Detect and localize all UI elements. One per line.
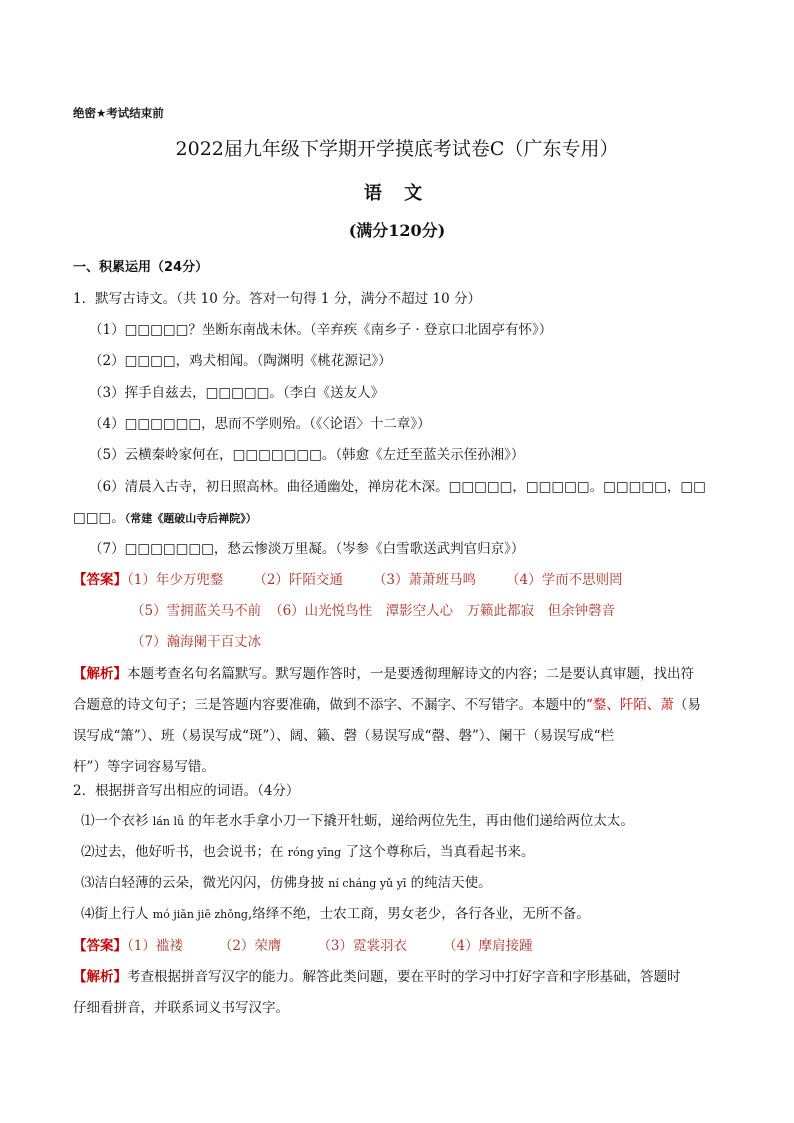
question-1-answer-row-2 [131, 602, 615, 620]
analysis-tag: 【解析】 [73, 666, 127, 682]
confidential-label: 绝密★考试结束前 [73, 106, 164, 120]
answer-item: （3）霓裳羽衣 [317, 938, 408, 954]
answer-item: （3）萧萧班马鸣 [372, 572, 477, 588]
analysis-text: 本题考查名句名篇默写。默写题作答时，一是要透彻理解诗文的内容；二是要认真审题，找出符 [127, 666, 694, 682]
answer-item: （4）学而不思则罔 [506, 572, 623, 588]
question-1-analysis-line-1 [73, 665, 694, 683]
question-2-stem: 2．根据拼音写出相应的词语。（4分） [73, 783, 300, 799]
answer-item: （5）雪拥蓝关马不前 [131, 603, 262, 619]
full-score: (满分120分) [348, 221, 446, 240]
question-1-item-6-source: （常建《题破山寺后禅院》） [124, 512, 257, 525]
answer-tag: 【答案】 [73, 938, 127, 954]
item-text: ⑴一个衣衫 [81, 813, 153, 829]
item-text: 的年老水手拿小刀一下撬开牡蛎，递给两位先生，再由他们递给两位太太。 [184, 813, 634, 829]
analysis-text: 考查根据拼音写汉字的能力。解答此类问题，要在平时的学习中打好字音和字形基础，答题时 [127, 969, 681, 985]
question-1-answer-row-3 [131, 633, 261, 651]
analysis-highlight: “鍪、阡陌、萧 [586, 697, 674, 713]
question-1-item-6: （6）清晨入古寺，初日照高林。曲径通幽处，禅房花木深。□□□□□，□□□□□。□□□□□，□□ [89, 479, 706, 495]
item-text: ⑷街上行人 [81, 906, 153, 922]
question-1-stem: 1．默写古诗文。（共 10 分。答对一句得 1 分，满分不超过 10 分） [73, 291, 482, 307]
answer-item: （2）荣膺 [218, 938, 282, 954]
pinyin: mó jiān jiē zhǒng [152, 908, 248, 921]
question-1-item-7: （7）□□□□□□□，愁云惨淡万里凝。（岑参《白雪歌送武判官归京》） [89, 541, 525, 557]
question-1-answer-row-1 [73, 571, 623, 589]
answer-item: （1）褴褛 [127, 938, 183, 954]
item-text: ,络绎不绝，士农工商，男女老少，各行各业，无所不备。 [247, 906, 590, 922]
answer-tag: 【答案】 [73, 572, 127, 588]
answer-item: （1）年少万兜鍪 [127, 572, 224, 588]
analysis-text: 合题意的诗文句子；三是答题内容要准确，做到不添字、不漏字、不写错字。本题中的 [73, 697, 586, 713]
question-2-answer-row [73, 937, 533, 955]
question-1-item-6-cont [73, 509, 257, 528]
question-1-item-2: （2）□□□□，鸡犬相闻。（陶渊明《桃花源记》） [89, 353, 392, 369]
question-1-item-4: （4）□□□□□□，思而不学则殆。（《〈论语〉十二章》） [89, 416, 431, 432]
subject-heading: 语 文 [363, 183, 431, 204]
question-1-item-5: （5）云横秦岭家何在，□□□□□□□。（韩愈《左迁至蓝关示侄孙湘》） [89, 447, 525, 463]
question-2-analysis-line-2: 仔细看拼音，并联系词义书写汉字。 [73, 1000, 289, 1016]
question-1-item-6-tail: □□□。 [73, 510, 125, 526]
question-2-item-3 [81, 874, 492, 893]
question-1-analysis-line-3: 误写成“箫”）、班（易误写成“斑”）、阔、籁、磬（易误写成“罄、磐”）、阑干（易误写成“栏 [73, 728, 615, 744]
question-1-item-1: （1）□□□□□？坐断东南战未休。（辛弃疾《南乡子 · 登京口北固亭有怀》） [89, 322, 553, 338]
question-2-analysis-line-1 [73, 968, 681, 986]
pinyin: lán lǚ [152, 815, 185, 828]
question-1-item-3: （3）挥手自兹去，□□□□□。（李白《送友人》 [89, 385, 385, 401]
question-2-item-4 [81, 905, 590, 924]
exam-title: 2022届九年级下学期开学摸底考试卷C（广东专用） [175, 138, 619, 160]
item-text: ⑵过去，他好听书，也会说书；在 [81, 844, 288, 860]
question-1-analysis-line-4: 杆”）等字词容易写错。 [73, 759, 215, 775]
question-2-item-2 [81, 843, 534, 862]
answer-item: （6）山光悦鸟性 潭影空人心 万籁此都寂 但余钟磬音 [269, 603, 616, 619]
pinyin: róng yīng [287, 846, 342, 859]
item-text: 了这个尊称后，当真看起书来。 [341, 844, 535, 860]
question-1-analysis-line-2 [73, 696, 701, 714]
question-2-item-1 [81, 812, 634, 831]
pinyin: ní cháng yǔ yī [328, 877, 407, 890]
item-text: 的纯洁天使。 [406, 875, 492, 891]
answer-item: （2）阡陌交通 [253, 572, 343, 588]
item-text: ⑶洁白轻薄的云朵，微光闪闪，仿佛身披 [81, 875, 329, 891]
section-heading: 一、积累运用（24分） [73, 260, 209, 275]
answer-item: （4）摩肩接踵 [443, 938, 533, 954]
analysis-tag: 【解析】 [73, 969, 127, 985]
analysis-text: （易 [673, 697, 701, 713]
answer-item: （7）瀚海阑干百丈冰 [131, 634, 262, 650]
